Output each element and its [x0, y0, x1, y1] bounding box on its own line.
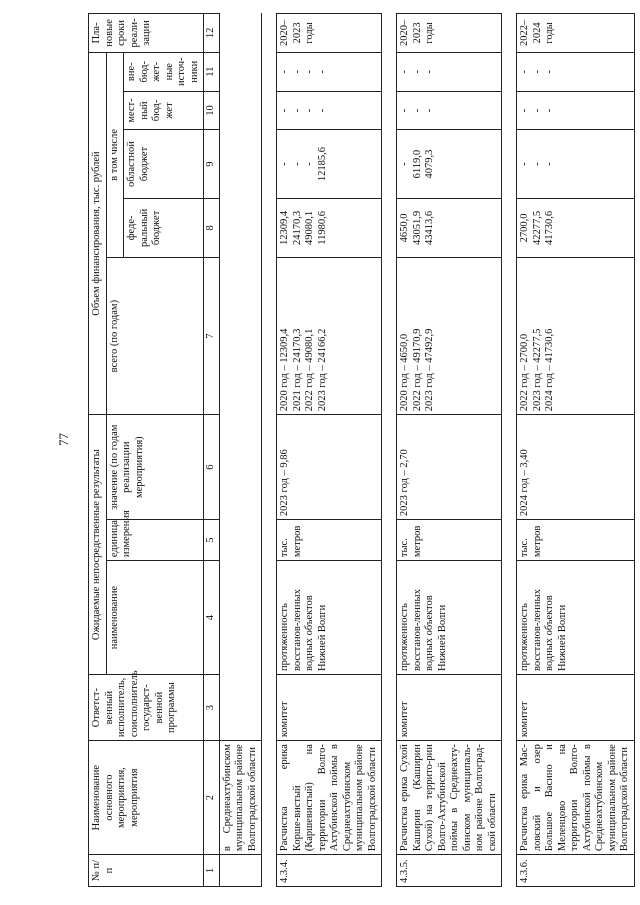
funding-value: - — [316, 69, 328, 74]
header-federal: феде-ральный бюджет — [124, 198, 204, 257]
funding-value: 4650,0 — [399, 213, 410, 243]
unit: тыс. метров — [277, 520, 382, 561]
funding-value: - — [291, 69, 303, 74]
row-number: 4.3.6. — [517, 855, 635, 887]
measure-name: Расчистка ерика Сухой Каширин (Каширин Сухой) на террито-рии Волго-Ахтубинской поймы в Среднеахту-бинском муниципаль-ном районе Волгоград-ской области — [397, 741, 502, 855]
col-number: 6 — [204, 415, 220, 520]
result-name: протяженность восстанов-ленных водных объектов Нижней Волги — [517, 561, 635, 675]
result-value: 2023 год – 9,86 — [277, 415, 382, 520]
row-separator — [262, 14, 277, 887]
funding-value: - — [519, 69, 530, 74]
funding-total — [517, 258, 635, 415]
funding-value: - — [291, 162, 303, 166]
row-number: 4.3.4. — [277, 855, 382, 887]
header-name: Наименование основного мероприятия, мероприятия — [89, 741, 204, 855]
funding-value: - — [424, 69, 435, 74]
header-exp-unit: единица измерения — [106, 520, 204, 561]
col-number: 11 — [204, 52, 220, 91]
header-local: мест-ный бюд-жет — [124, 91, 204, 130]
funding-value: 43051,9 — [411, 210, 423, 245]
funding-value: 2700,0 — [519, 213, 530, 243]
funding-value: 2023 год – 24166,2 — [316, 328, 328, 412]
result-value: 2024 год – 3,40 — [517, 415, 635, 520]
funding-value: - — [544, 69, 555, 74]
column-numbers-row — [204, 14, 220, 887]
funding-value: - — [399, 162, 410, 166]
funding-value: - — [279, 69, 290, 74]
row-separator — [382, 14, 397, 887]
funding-total — [277, 258, 382, 415]
measure-name: Расчистка ерика Мас-ловский и озер Большое Васино и Меленцово на территории Волго-Ахтубинской поймы в Среднеахтубинском муниципальном районе Волгоградской области — [517, 741, 635, 855]
unit: тыс. метров — [517, 520, 635, 561]
funding-value: 6119,0 — [411, 149, 423, 179]
funding-value: - — [316, 108, 328, 113]
funding-value: 2021 год – 24170,3 — [291, 328, 303, 412]
funding-value: - — [519, 162, 530, 166]
measure-name: Расчистка ерика Корше-вистый (Каршевистый) на территории Волго-Ахтубинской поймы в Среднеахтубинском муниципальном районе Волгоградской области — [277, 741, 382, 855]
header-incl: в том числе — [106, 52, 124, 257]
page-number: 77 — [56, 433, 71, 446]
funding-nonbudget — [277, 52, 382, 91]
funding-regional — [277, 130, 382, 198]
funding-regional — [397, 130, 502, 198]
funding-value: - — [279, 108, 290, 113]
funding-value: 2024 год – 41730,6 — [544, 328, 555, 412]
funding-value: - — [411, 69, 423, 74]
funding-value: 2022 год – 2700,0 — [519, 333, 530, 412]
funding-value: - — [304, 69, 315, 74]
header-funding: Объем финансирования, тыс. рублей — [89, 52, 107, 414]
funding-nonbudget — [517, 52, 635, 91]
funding-local — [517, 91, 635, 130]
row-number: 4.3.5. — [397, 855, 502, 887]
funding-value: - — [531, 69, 543, 74]
table-body — [219, 14, 634, 887]
program-table — [88, 13, 635, 887]
funding-local — [277, 91, 382, 130]
terms: 2020–2023 годы — [277, 14, 382, 53]
col-number: 5 — [204, 520, 220, 561]
table-row — [397, 14, 502, 887]
funding-value: 2023 год – 47492,9 — [424, 328, 435, 412]
header-responsible: Ответст-венный исполнитель, соисполнитель государст-венной программы — [89, 675, 204, 741]
funding-value: - — [411, 108, 423, 113]
funding-federal — [397, 198, 502, 257]
funding-value: 49080,1 — [304, 210, 315, 245]
funding-value: 2022 год – 49080,1 — [304, 328, 315, 412]
header-regional: областной бюджет — [124, 130, 204, 198]
funding-value: - — [544, 162, 555, 166]
continuation-text: в Среднеахтубинском муниципальном районе Волгоградской области — [219, 741, 262, 855]
col-number: 1 — [204, 855, 220, 887]
funding-value: - — [531, 108, 543, 113]
terms: 2022–2024 годы — [517, 14, 635, 53]
continuation-row — [219, 14, 262, 887]
funding-value: - — [519, 108, 530, 113]
result-name: протяженность восстанов-ленных водных объектов Нижней Волги — [277, 561, 382, 675]
col-number: 9 — [204, 130, 220, 198]
col-number: 12 — [204, 14, 220, 53]
header-expected: Ожидаемые непосредственные результаты — [89, 415, 107, 675]
funding-value: - — [304, 162, 315, 166]
header-no: № п/п — [89, 855, 204, 887]
funding-value: - — [531, 162, 543, 166]
row-separator — [502, 14, 517, 887]
responsible: комитет — [397, 675, 502, 741]
funding-value: 42277,5 — [531, 210, 543, 245]
funding-value: - — [544, 108, 555, 113]
funding-value: - — [399, 108, 410, 113]
col-number: 3 — [204, 675, 220, 741]
col-number: 4 — [204, 561, 220, 675]
funding-value: - — [279, 162, 290, 166]
funding-value: 2022 год – 49170,9 — [411, 328, 423, 412]
header-exp-value: значение (по годам реализации мероприятия) — [106, 415, 204, 520]
col-number: 7 — [204, 258, 220, 415]
funding-total — [397, 258, 502, 415]
funding-nonbudget — [397, 52, 502, 91]
header-exp-name: наименование — [106, 561, 204, 675]
col-number: 2 — [204, 741, 220, 855]
result-name: протяженность восстанов-ленных водных объектов Нижней Волги — [397, 561, 502, 675]
funding-value: 4079,3 — [424, 149, 435, 179]
result-value: 2023 год – 2,70 — [397, 415, 502, 520]
header-total: всего (по годам) — [106, 258, 204, 415]
funding-value: 24170,3 — [291, 210, 303, 245]
table-row — [277, 14, 382, 887]
funding-federal — [517, 198, 635, 257]
col-number: 8 — [204, 198, 220, 257]
funding-value: - — [291, 108, 303, 113]
funding-value: - — [399, 69, 410, 74]
funding-regional — [517, 130, 635, 198]
funding-value: 2023 год – 42277,5 — [531, 328, 543, 412]
responsible: комитет — [517, 675, 635, 741]
funding-value: - — [304, 108, 315, 113]
funding-value: 2020 год – 4650,0 — [399, 333, 410, 412]
funding-value: 12185,6 — [316, 147, 328, 182]
funding-local — [397, 91, 502, 130]
header-terms: Пла-новые сроки реали-зации — [89, 14, 204, 53]
unit: тыс. метров — [397, 520, 502, 561]
funding-value: 41730,6 — [544, 210, 555, 245]
funding-value: - — [424, 108, 435, 113]
funding-value: 11980,6 — [316, 211, 328, 245]
funding-value: 43413,6 — [424, 210, 435, 245]
terms: 2020–2023 годы — [397, 14, 502, 53]
header-nonbudget: вне-бюд-жет-ные источ-ники — [124, 52, 204, 91]
funding-value: 2020 год – 12309,4 — [279, 328, 290, 412]
responsible: комитет — [277, 675, 382, 741]
col-number: 10 — [204, 91, 220, 130]
table-row — [517, 14, 635, 887]
funding-value: 12309,4 — [279, 210, 290, 245]
funding-federal — [277, 198, 382, 257]
